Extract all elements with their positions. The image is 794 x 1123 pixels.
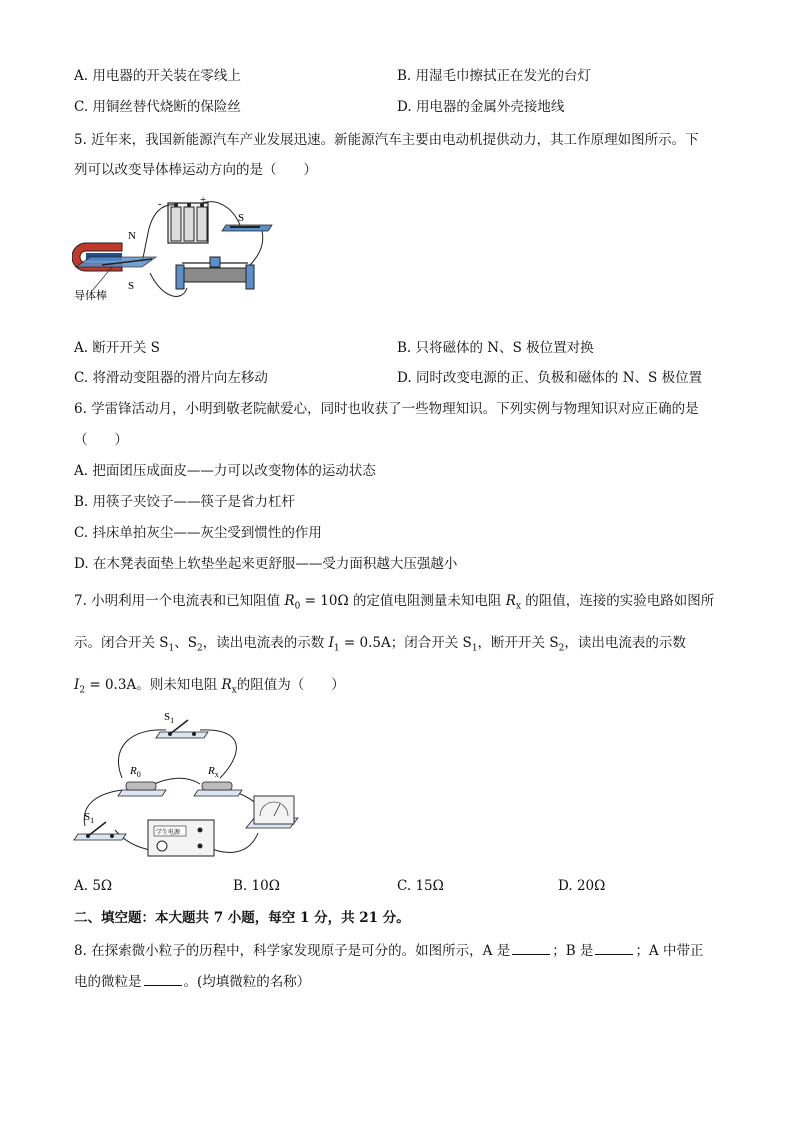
switch-left-label: $S_1$ (84, 811, 95, 825)
magnet-n-label: N (128, 230, 136, 242)
switch-left (74, 822, 126, 840)
q5-option-a: A. 断开开关 S (74, 340, 160, 356)
answer-blank-c (144, 971, 182, 986)
q4-option-a: A. 用电器的开关装在零线上 (74, 68, 241, 84)
rod-label: 导体棒 (74, 290, 107, 302)
q7-stem-line1: 7. 小明利用一个电流表和已知阻值 $R_0 = 10\Omega$ 的定值电阻测量未知电阻 $R_x$ 的阻值，连接的实验电路如图所 (74, 593, 715, 612)
switch-top-label: $S_1$ (164, 711, 175, 725)
rheostat (176, 257, 254, 289)
q7-stem-line3: $I_2 = 0.3A$。则未知电阻 $R_x$的阻值为（ ） (74, 677, 345, 696)
q7-option-d: D. 20Ω (558, 878, 606, 894)
q8-stem-line2: 电的微粒是 。(均填微粒的名称） (74, 971, 310, 992)
q5-option-c: C. 将滑动变阻器的滑片向左移动 (74, 370, 268, 386)
resistor-r0 (118, 782, 166, 796)
q4-option-d: D. 用电器的金属外壳接地线 (397, 99, 565, 115)
q5-option-d: D. 同时改变电源的正、负极和磁体的 N、S 极位置 (397, 370, 703, 386)
q8-stem-line1: 8. 在探索微小粒子的历程中，科学家发现原子是可分的。如图所示，A 是 ；B 是 ；A 中带正 (74, 940, 703, 961)
magnet-s-label: S (128, 280, 135, 292)
rx-label: $R_x$ (208, 765, 219, 779)
answer-blank-a (512, 940, 550, 955)
battery-minus-label: - (158, 198, 162, 210)
answer-blank-b (595, 940, 633, 955)
battery-pack (168, 203, 208, 243)
q5-option-b: B. 只将磁体的 N、S 极位置对换 (397, 340, 594, 356)
q7-option-a: A. 5Ω (74, 878, 113, 894)
q7-option-b: B. 10Ω (233, 878, 280, 894)
knife-switch (222, 225, 272, 231)
power-supply (148, 820, 214, 856)
q6-option-a: A. 把面团压成面皮——力可以改变物体的运动状态 (74, 463, 376, 479)
q5-stem-line2: 列可以改变导体棒运动方向的是（ ） (74, 162, 317, 178)
q7-stem-line2: 示。闭合开关 $S_1$、$S_2$，读出电流表的示数 $I_1 = 0.5A$；闭合开关 $S_1$，断开开关 $S_2$，读出电流表的示数 (74, 635, 686, 654)
q6-option-b: B. 用筷子夹饺子——筷子是省力杠杆 (74, 494, 296, 510)
q6-stem-line2: （ ） (74, 432, 128, 448)
power-supply-label: 学生电源 (156, 830, 181, 836)
q7-option-c: C. 15Ω (397, 878, 444, 894)
battery-plus-label: + (200, 194, 207, 206)
q6-option-d: D. 在木凳表面垫上软垫坐起来更舒服——受力面积越大压强越小 (74, 556, 458, 572)
circuit-figure (70, 708, 310, 863)
r0-label: $R_0$ (130, 765, 141, 779)
ammeter (246, 796, 298, 828)
q5-stem-line1: 5. 近年来，我国新能源汽车产业发展迅速。新能源汽车主要由电动机提供动力，其工作原理如图所示。下 (74, 132, 699, 148)
q6-option-c: C. 抖床单拍灰尘——灰尘受到惯性的作用 (74, 525, 322, 541)
motor-principle-figure (72, 193, 282, 313)
q4-option-b: B. 用湿毛巾擦拭正在发光的台灯 (397, 68, 592, 84)
q6-stem-line1: 6. 学雷锋活动月，小明到敬老院献爱心，同时也收获了一些物理知识。下列实例与物理知识对应正确的是 (74, 401, 699, 417)
resistor-rx (194, 782, 242, 796)
section-title: 二、填空题：本大题共 7 小题，每空 1 分，共 21 分。 (74, 910, 410, 926)
switch-s-label: S (238, 212, 245, 224)
q4-option-c: C. 用铜丝替代烧断的保险丝 (74, 99, 241, 115)
